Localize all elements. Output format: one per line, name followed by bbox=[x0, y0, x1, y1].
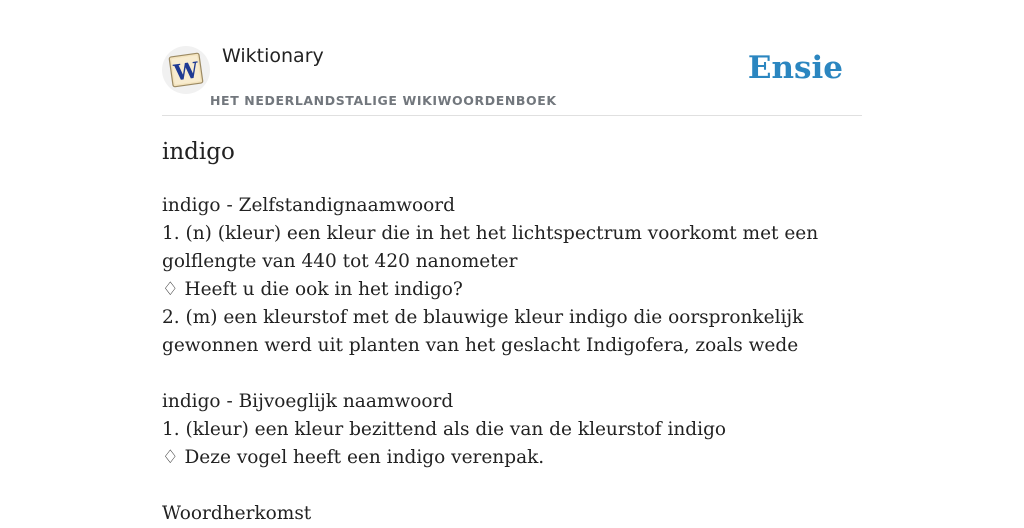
logo-tile-graphic bbox=[162, 46, 210, 94]
section-heading: indigo - Bijvoeglijk naamwoord bbox=[162, 391, 454, 412]
definition-item: 1. (kleur) een kleur bezittend als die van de kleurstof indigo bbox=[162, 419, 727, 440]
logo-letter: W bbox=[172, 57, 201, 87]
spacer bbox=[162, 472, 862, 500]
site-tagline: HET NEDERLANDSTALIGE WIKIWOORDENBOEK bbox=[210, 93, 557, 108]
entry-content bbox=[162, 192, 862, 528]
page bbox=[162, 0, 862, 524]
example-item: ♢ Heeft u die ook in het indigo? bbox=[162, 279, 463, 300]
page-title: indigo bbox=[162, 139, 235, 165]
site-name[interactable]: Wiktionary bbox=[222, 45, 324, 67]
section-heading: indigo - Zelfstandignaamwoord bbox=[162, 195, 455, 216]
definition-item: 2. (m) een kleurstof met de blauwige kleur indigo die oorspronkelijk gewonnen werd uit planten van het geslacht Indigofera, zoals wede bbox=[162, 307, 804, 356]
section-heading: Woordherkomst bbox=[162, 503, 312, 524]
header-divider bbox=[162, 115, 862, 116]
wiktionary-logo-icon[interactable] bbox=[162, 46, 210, 94]
example-item: ♢ Deze vogel heeft een indigo verenpak. bbox=[162, 447, 545, 468]
ensie-brand-link[interactable]: Ensie bbox=[747, 50, 843, 86]
spacer bbox=[162, 360, 862, 388]
definition-item: 1. (n) (kleur) een kleur die in het het lichtspectrum voorkomt met een golflengte van 440 tot 420 nanometer bbox=[162, 223, 819, 272]
